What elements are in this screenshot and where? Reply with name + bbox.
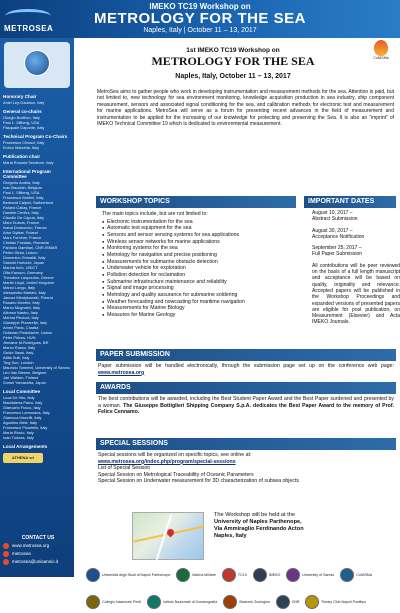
committee-member: Cristian Fosalau, Romania: [3, 240, 49, 245]
committee-member: Armin Pavic, Croatia: [3, 325, 39, 330]
committee-member: Ting Sun, London: [3, 360, 34, 365]
date-entry: [312, 228, 400, 241]
athena-logo: ATHENA srl: [3, 453, 43, 463]
committee-member: Giuseppe Pizzarella, Italy: [3, 320, 47, 325]
paper-submission-heading: PAPER SUBMISSION: [96, 349, 396, 361]
committee-member: Paul L. Sillberg, USA: [3, 190, 40, 195]
committee-member: Marc Dubois, France: [3, 220, 40, 225]
date-label: Full Paper Submission: [312, 251, 363, 258]
committee-member: Enrico Marsella, Italy: [3, 145, 40, 150]
globe-icon: [24, 50, 50, 76]
web-icon: [3, 543, 9, 549]
committee-member: Maddalena Palco, Italy: [3, 400, 43, 405]
committee-member: Martin Lloyd, United Kingdom: [3, 280, 55, 285]
date-list: [312, 210, 400, 258]
committee-member: Francesco Picariello, Italy: [3, 425, 48, 430]
location-line: University of Naples Parthenope,: [214, 519, 302, 525]
banner-line3: Naples, Italy | October 11 – 13, 2017: [143, 27, 257, 34]
sponsor-name: CoNISMa: [356, 572, 372, 577]
committee-member: Agostino Mele, Italy: [3, 420, 37, 425]
topic-item: ● Sensors and sensor sensing systems for sea applications: [102, 232, 302, 239]
topic-item: ● Measures for Marine Geology: [102, 312, 302, 319]
topic-list: [102, 219, 302, 319]
date-value: August 10, 2017 –: [312, 210, 353, 216]
committee-member: Janusz Mindykowski, Poland: [3, 295, 53, 300]
sponsor-logo: [223, 595, 270, 609]
committee-member: Maria Rosaria Senatore, Italy: [3, 160, 54, 165]
committee-member: Peter Prikow, HUN: [3, 335, 36, 340]
awards-heading: AWARDS: [96, 382, 396, 394]
location-line: Via Ammiraglio Ferdinando Acton: [214, 526, 304, 532]
topic-item: ● Metrology for navigation and precise positioning: [102, 252, 302, 259]
committee-member: Alessandro Mariani, Italy: [3, 290, 46, 295]
sponsor-logo: [286, 568, 334, 582]
facebook-icon: [3, 551, 9, 557]
topic-item: ● Underwater vehicle for exploration: [102, 265, 302, 272]
sponsor-logo: [253, 568, 281, 582]
topic-item: ● Signal and image processing: [102, 285, 302, 292]
committee-member: Bertrand Calpini, Switzerland: [3, 200, 54, 205]
committee-sidebar: [0, 38, 74, 577]
committee-heading: Honorary Chair: [3, 94, 37, 99]
review-note: All contributions will be peer reviewed on the basis of a full length manuscript and acceptance will be based on quality, originality and relevance. Accepted papers will be published in the Workshop Proceedings and expanded versions of presented papers are eligible for post publication, on Measurement (Elsevier) and Acta IMEKO Journals.: [312, 262, 400, 326]
committee-member: Alfonso Nastro, Italy: [3, 310, 38, 315]
topic-item: ● Measurements for Marine Biology: [102, 305, 302, 312]
top-banner: [0, 0, 400, 38]
committee-member: Paul L. Sillberg, USA: [3, 120, 40, 125]
topic-item: ● Metrology and quality assurance for submarine soldering: [102, 292, 302, 299]
date-entry: [312, 245, 400, 258]
location-text: The Workshop will be held at the University of Naples Parthenope, Via Ammiraglio Ferdinando Acton Naples, Italy: [214, 512, 364, 540]
committee-section: [3, 169, 71, 385]
committee-member: Francesco Chiosci, Italy: [3, 140, 45, 145]
topic-item: ● Wireless sensor networks for marine applications: [102, 239, 302, 246]
awards-text: The best contributions will be awarded, including the Best Student Paper Award and the Best Paper surdened and presented by a woman. The Giuseppe Bottiglieri Shipping Company S.p.A. dedicates the Best Paper Award to the memory of Prof. Felice Cennamo.: [98, 396, 394, 416]
committee-member: Marc Fornlum, France: [3, 235, 42, 240]
committee-member: Maria Riccio, Italy: [3, 430, 34, 435]
sponsor-emblem-icon: [222, 568, 236, 582]
committee-member: Attila Sulli, Italy: [3, 355, 30, 360]
committee-member: Domenico Grimaldi, Italy: [3, 255, 46, 260]
committee-member: Guido Sassi, Italy: [3, 350, 34, 355]
committee-member: Ioana Durducvcu, France: [3, 225, 47, 230]
committee-member: Claudio De Capua, Italy: [3, 215, 45, 220]
topic-item: ● Monitoring systems for the sea: [102, 245, 302, 252]
committee-member: Luca De Vito, Italy: [3, 395, 35, 400]
committee-member: Fabiano Gambari, CNR-ISMAR: [3, 245, 58, 250]
location-map[interactable]: [132, 512, 204, 560]
topics-block: [102, 211, 302, 319]
committee-member: Mauricio Tommini, University of Sannio: [3, 365, 70, 370]
committee-member: Roland Cailay, France: [3, 205, 42, 210]
contact-email[interactable]: metrosea@unisannio.it: [3, 558, 73, 566]
important-dates-heading: IMPORTANT DATES: [304, 196, 396, 208]
committee-member: Artur Dyblar, Poland: [3, 230, 38, 235]
special-session-item: Special Session on Underwater measurement for 3D characterization of subsea objects: [98, 478, 299, 485]
topic-item: ● Pollution detection for reclamation: [102, 272, 302, 279]
committee-member: Marina Picciuol, Italy: [3, 315, 39, 320]
committee-heading: International Program Committee: [3, 169, 51, 179]
special-sessions-text: Special sessions will be organized on specific topics, see online at: www.metrosea.org/index.php/program/special-sessions List of Special Session Special Session on Metrological Traceability of Oceanic Parameters Special Session on Underwater measurement for 3D characterization of subsea objects: [98, 452, 394, 485]
committee-member: Olfa Kanoun, Germany: [3, 270, 43, 275]
banner-title: METROLOGY FOR THE SEA: [94, 10, 306, 27]
committee-member: Marina Iorio, UNICT: [3, 265, 38, 270]
topic-item: ● Electronic instrumentation for the sea: [102, 219, 302, 226]
sponsor-name: CNR: [291, 599, 300, 604]
workshop-topics-heading: WORKSHOP TOPICS: [96, 196, 296, 208]
sponsor-emblem-icon: [340, 568, 354, 582]
committee-member: Francesco Bonfini, Italy: [3, 195, 44, 200]
sponsor-name: TC19: [237, 572, 247, 577]
committee-member: Daniele Cenfini, Italy: [3, 210, 39, 215]
sponsor-name: Collegio Nazionale Periti: [102, 599, 142, 604]
sponsor-logo: [305, 595, 366, 609]
header-small: 1st IMEKO TC19 Workshop on: [186, 47, 280, 54]
date-label: Abstract Submission: [312, 216, 358, 223]
sponsor-logo: [340, 568, 372, 582]
committee-member: Jemaine M.Rodrigues, BR: [3, 340, 49, 345]
committee-member: Giorgio Budillon, Italy: [3, 115, 40, 120]
committee-member: Jari Walden, Finland: [3, 375, 39, 380]
banner-line1: IMEKO TC19 Workshop on: [149, 2, 251, 11]
committee-heading: Local Arrangements: [3, 444, 48, 449]
sponsor-emblem-icon: [86, 595, 100, 609]
submission-text: Paper submission will be handled electronically, through the submission page set up on the conference web page: www.metrosea.org: [98, 363, 394, 376]
sponsor-emblem-icon: [223, 595, 237, 609]
committee-member: Marco Russo, Italy: [3, 345, 36, 350]
committee-member: Aniel Ley-Gaubion, Italy: [3, 100, 45, 105]
sponsor-emblem-icon: [147, 595, 161, 609]
contact-site[interactable]: www.metrosea.org: [3, 542, 73, 550]
sidebar-logo: [4, 42, 70, 88]
committee-heading: Technical Program Co-Chairs: [3, 134, 68, 139]
committee-list: [3, 94, 71, 449]
committee-section: [3, 444, 71, 449]
topic-item: ● Weather forecasting and nowcasting for maritime navigation: [102, 299, 302, 306]
committee-member: Marco Longo, Italy: [3, 285, 36, 290]
logo-text: METROSEA: [4, 24, 54, 33]
committee-section: [3, 154, 71, 165]
committee-member: Pasquale Daponte, Italy: [3, 125, 45, 130]
sponsor-emblem-icon: [276, 595, 290, 609]
header-sub: Naples, Italy, October 11 – 13, 2017: [175, 73, 291, 80]
sponsor-logo: [86, 568, 170, 582]
date-value: September 25, 2017 –: [312, 245, 362, 252]
sponsor-name: University of Sannio: [302, 572, 335, 577]
topic-item: ● Automatic test equipment for the sea: [102, 225, 302, 232]
sponsor-emblem-icon: [305, 595, 319, 609]
mail-icon: [3, 559, 9, 565]
sponsor-name: Marina Militare: [192, 572, 216, 577]
sponsor-name: IMEKO: [268, 572, 281, 577]
committee-member: Sumei Yamashita, Japan: [3, 380, 46, 385]
topic-item: ● Submarine infrastructure maintenance and reliability: [102, 279, 302, 286]
topics-lead: The main topics include, but are not limited to:: [102, 211, 208, 217]
committee-heading: Publication chair: [3, 154, 41, 159]
intro-paragraph: MetroSea aims to gather people who work in developing instrumentation and measurement methods for the sea. Attention is paid, but not limited to, new technology for sea environment monitoring, knowledge acquisition production in sea industry, ship component measurement, sensors and associated signal conditioning for the sea, and calibration methods for electronic test and measurement for marine applications. MetroSea will serve as a forum for presenting recent advances in the field of measurement and instrumentation to be applied for the increasing of our knowledge for protecting and preserving the Sea. It is also an “imprint” of IMEKO Technical Committee 19 which is dedicated to environmental measurement.: [97, 89, 394, 128]
sponsor-logo: [86, 595, 141, 609]
contact-facebook[interactable]: metrosea: [3, 550, 73, 558]
committee-member: Francesco Lamonaca, Italy: [3, 410, 50, 415]
committee-member: Marco Mugnaini, Italy: [3, 305, 40, 310]
submission-link[interactable]: www.metrosea.org: [98, 369, 145, 376]
date-label: Acceptance Notification: [312, 233, 365, 240]
committee-member: Gregorio Andria, Italy: [3, 180, 40, 185]
committee-section: [3, 94, 71, 105]
sponsor-logo: [222, 568, 247, 582]
dates-block: [312, 210, 400, 326]
committee-heading: Local Committee: [3, 389, 41, 394]
sponsor-emblem-icon: [253, 568, 267, 582]
contact-block: [3, 534, 73, 566]
sponsor-name: Istituto Nazionale di Oceanografia: [163, 599, 218, 604]
sponsor-emblem-icon: [86, 568, 100, 582]
sponsor-name: Università degli Studi di Napoli Parthenope: [102, 572, 171, 577]
contact-heading: CONTACT US: [21, 535, 55, 541]
topic-item: ● Measurements for submarine obstacle detection: [102, 259, 302, 266]
main-content: [74, 38, 400, 604]
committee-member: Ivan Baudoin, Belgium: [3, 185, 42, 190]
sponsor-logo: [276, 595, 300, 609]
committee-member: Satoshi Horiuchi, Japan: [3, 260, 45, 265]
committee-member: Pedro Girao, Lisbon: [3, 250, 38, 255]
committee-member: Ioan Tudosa, Italy: [3, 435, 34, 440]
committee-member: Rosario Morello, Italy: [3, 300, 40, 305]
sponsor-name: Rotary Club Napoli Posillipo: [321, 599, 367, 604]
conisma-logo: CoNISMa: [366, 40, 396, 70]
committee-section: [3, 389, 71, 440]
date-value: August 30, 2017 –: [312, 227, 353, 234]
sponsor-emblem-icon: [176, 568, 190, 582]
special-session-item: Special Session on Metrological Traceability of Oceanic Parameters: [98, 471, 254, 478]
location-line: Naples, Italy: [214, 533, 247, 539]
committee-section: [3, 134, 71, 150]
sponsor-logo: [147, 595, 217, 609]
special-session-list: [98, 472, 394, 485]
sponsor-emblem-icon: [286, 568, 300, 582]
special-sessions-link[interactable]: www.metrosea.org/index.php/program/special-sessions: [98, 458, 236, 465]
committee-member: Gianluca Mazzilli, Italy: [3, 415, 42, 420]
committee-member: Octavian Postolache, Lisbon: [3, 330, 53, 335]
map-pin-icon: [166, 528, 176, 538]
sponsor-logos: [86, 563, 396, 613]
committee-member: Theodore Laopoulos, Greece: [3, 275, 54, 280]
committee-member: Leo Van Biesen, Belgium: [3, 370, 47, 375]
sponsor-logo: [176, 568, 216, 582]
special-sessions-heading: SPECIAL SESSIONS: [96, 438, 396, 450]
sponsor-name: Stazione Zoologica: [239, 599, 270, 604]
committee-member: Giancarlo Fusco, Italy: [3, 405, 41, 410]
date-entry: [312, 210, 400, 223]
committee-heading: General co-chairs: [3, 109, 42, 114]
page-title: METROLOGY FOR THE SEA: [151, 54, 315, 68]
committee-section: [3, 109, 71, 130]
